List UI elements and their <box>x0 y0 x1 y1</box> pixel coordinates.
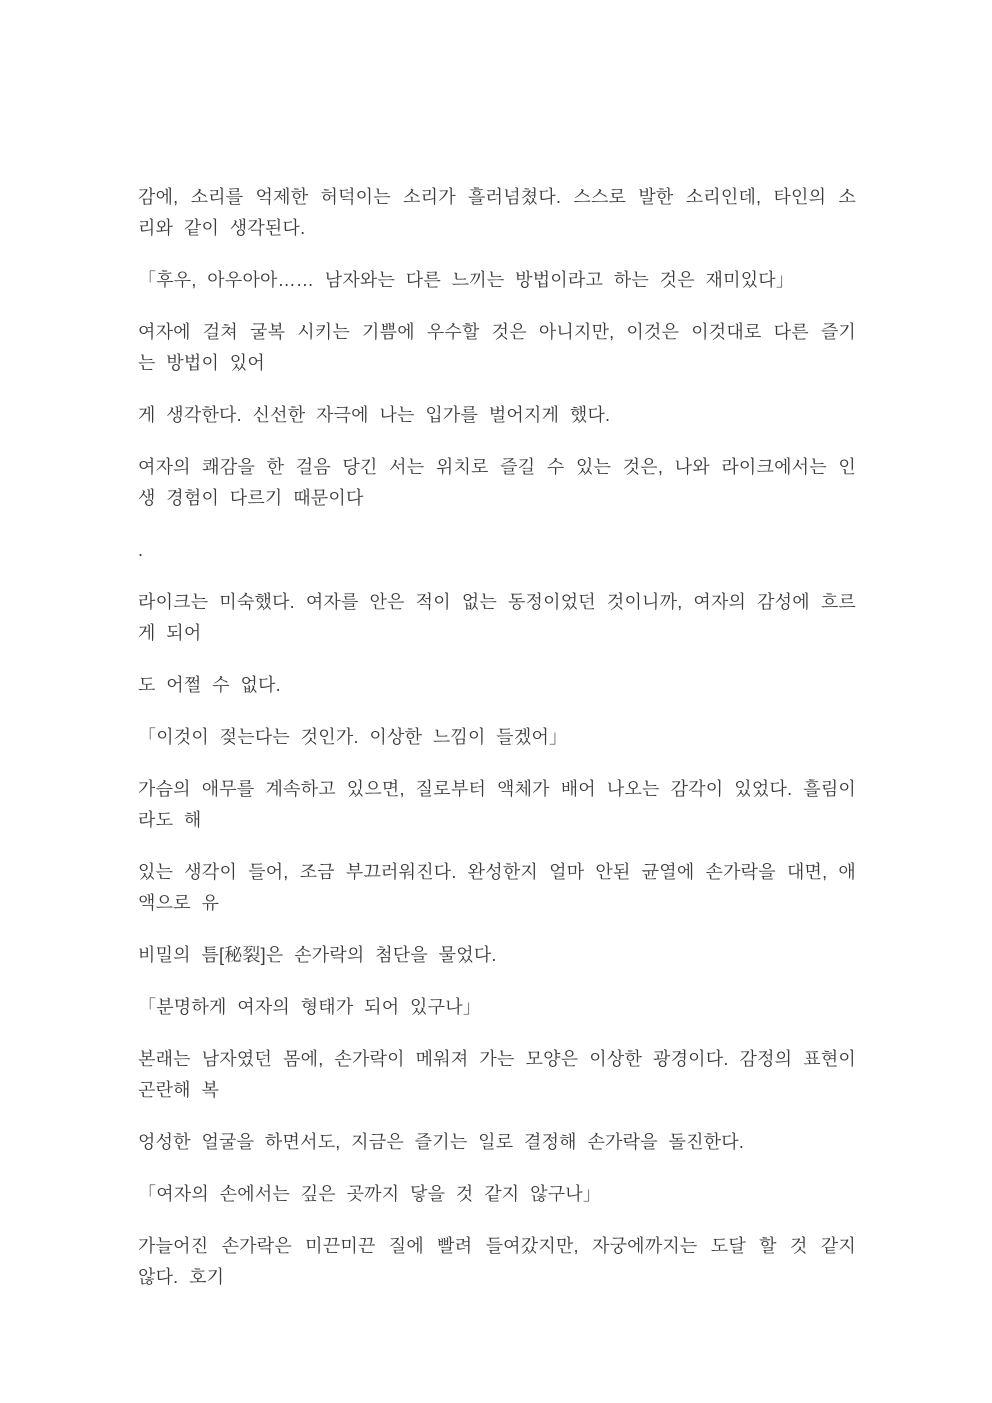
text-paragraph: 게 생각한다. 신선한 자극에 나는 입가를 벌어지게 했다. <box>138 405 611 425</box>
text-paragraph: 라이크는 미숙했다. 여자를 안은 적이 없는 동정이었던 것이니까, 여자의 감성에 흐르게 되어 <box>138 592 856 643</box>
text-paragraph: 「후우, 아우아아…… 남자와는 다른 느끼는 방법이라고 하는 것은 재미있다」 <box>138 270 795 290</box>
text-paragraph: 여자에 걸쳐 굴복 시키는 기쁨에 우수할 것은 아니지만, 이것은 이것대로 다른 즐기는 방법이 있어 <box>138 322 856 373</box>
text-paragraph: 가늘어진 손가락은 미끈미끈 질에 빨려 들여갔지만, 자궁에까지는 도달 할 것 같지 않다. 호기 <box>138 1236 856 1287</box>
text-paragraph: 감에, 소리를 억제한 허덕이는 소리가 흘러넘쳤다. 스스로 발한 소리인데, 타인의 소리와 같이 생각된다. <box>138 187 856 238</box>
text-paragraph: 가슴의 애무를 계속하고 있으면, 질로부터 액체가 배어 나오는 감각이 있었다. 흘림이라도 해 <box>138 779 856 830</box>
text-paragraph: 「분명하게 여자의 형태가 되어 있구나」 <box>138 997 482 1017</box>
text-paragraph: 있는 생각이 들어, 조금 부끄러워진다. 완성한지 얼마 안된 균열에 손가락을 대면, 애액으로 유 <box>138 862 856 913</box>
text-paragraph: 여자의 쾌감을 한 걸음 당긴 서는 위치로 즐길 수 있는 것은, 나와 라이크에서는 인생 경험이 다르기 때문이다 <box>138 457 856 508</box>
text-paragraph: 「여자의 손에서는 깊은 곳까지 닿을 것 같지 않구나」 <box>138 1184 602 1204</box>
text-paragraph: . <box>138 540 144 560</box>
text-paragraph: 엉성한 얼굴을 하면서도, 지금은 즐기는 일로 결정해 손가락을 돌진한다. <box>138 1132 745 1152</box>
text-paragraph: 비밀의 틈[秘裂]은 손가락의 첨단을 물었다. <box>138 945 497 965</box>
text-paragraph: 도 어쩔 수 없다. <box>138 675 281 695</box>
text-paragraph: 본래는 남자였던 몸에, 손가락이 메워져 가는 모양은 이상한 광경이다. 감정의 표현이 곤란해 복 <box>138 1049 856 1100</box>
text-paragraph: 「이것이 젖는다는 것인가. 이상한 느낌이 들겠어」 <box>138 727 568 747</box>
text-body <box>138 182 856 1293</box>
